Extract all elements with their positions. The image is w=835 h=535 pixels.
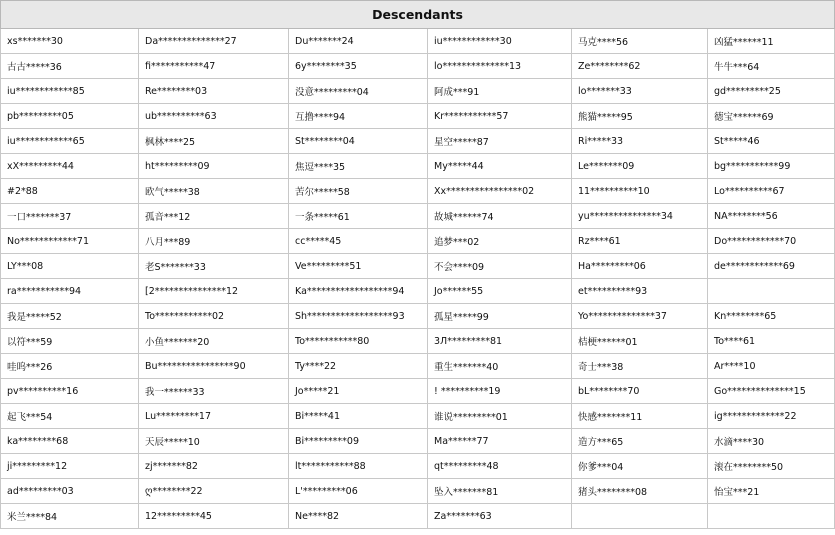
descendant-cell: Le*******09	[572, 154, 708, 179]
descendant-cell: yu***************34	[572, 204, 708, 229]
table-row	[1, 454, 835, 479]
descendant-cell: 熊猫*****95	[572, 104, 708, 129]
table-row	[1, 229, 835, 254]
descendant-cell: ji*********12	[1, 454, 139, 479]
descendant-cell: xs*******30	[1, 29, 139, 54]
descendant-cell: To************02	[139, 304, 289, 329]
descendant-cell: LY***08	[1, 254, 139, 279]
descendant-cell: zj*******82	[139, 454, 289, 479]
descendant-cell: Jo*****21	[289, 379, 428, 404]
descendant-cell	[708, 504, 835, 529]
descendant-cell: 牛牛***64	[708, 54, 835, 79]
descendant-cell: 孤星*****99	[428, 304, 572, 329]
descendant-cell: 快感*******11	[572, 404, 708, 429]
descendant-cell: 重生*******40	[428, 354, 572, 379]
descendant-cell: Go**************15	[708, 379, 835, 404]
descendant-cell: Kr***********57	[428, 104, 572, 129]
descendant-cell: iu************65	[1, 129, 139, 154]
descendant-cell: Kn********65	[708, 304, 835, 329]
descendant-cell: Ze********62	[572, 54, 708, 79]
descendant-cell: et**********93	[572, 279, 708, 304]
descendant-cell: Jo******55	[428, 279, 572, 304]
descendant-cell: 天辰*****10	[139, 429, 289, 454]
descendant-cell: Lo**********67	[708, 179, 835, 204]
descendant-cell: 11**********10	[572, 179, 708, 204]
descendant-cell: 起飞***54	[1, 404, 139, 429]
descendant-cell: 一口*******37	[1, 204, 139, 229]
descendant-cell: 互撸****94	[289, 104, 428, 129]
descendant-cell: 马克****56	[572, 29, 708, 54]
descendant-cell: pv**********16	[1, 379, 139, 404]
descendant-cell: ka********68	[1, 429, 139, 454]
descendant-cell: 猪头********08	[572, 479, 708, 504]
table-row	[1, 29, 835, 54]
descendant-cell: No************71	[1, 229, 139, 254]
descendant-cell: 米兰****84	[1, 504, 139, 529]
descendant-cell: gd*********25	[708, 79, 835, 104]
table-row	[1, 479, 835, 504]
descendant-cell: [2***************12	[139, 279, 289, 304]
descendant-cell: bL********70	[572, 379, 708, 404]
descendant-cell: Yo**************37	[572, 304, 708, 329]
descendant-cell: 一条*****61	[289, 204, 428, 229]
descendant-cell	[708, 279, 835, 304]
descendant-cell: 阿成***91	[428, 79, 572, 104]
descendant-cell: St********04	[289, 129, 428, 154]
descendant-cell: 我一******33	[139, 379, 289, 404]
descendant-cell: ღ********22	[139, 479, 289, 504]
descendant-cell: 德宝******69	[708, 104, 835, 129]
descendant-cell: 故城******74	[428, 204, 572, 229]
table-row	[1, 279, 835, 304]
descendant-cell: iu************85	[1, 79, 139, 104]
descendant-cell: qt*********48	[428, 454, 572, 479]
table-row	[1, 79, 835, 104]
descendant-cell: Bi*****41	[289, 404, 428, 429]
descendant-cell: 焦逗****35	[289, 154, 428, 179]
descendant-cell: Sh******************93	[289, 304, 428, 329]
table-row	[1, 379, 835, 404]
table-row	[1, 354, 835, 379]
descendant-cell: Ha*********06	[572, 254, 708, 279]
descendant-cell: pb*********05	[1, 104, 139, 129]
descendant-cell: Bi*********09	[289, 429, 428, 454]
descendant-cell: 12*********45	[139, 504, 289, 529]
descendant-cell: 3Л*********81	[428, 329, 572, 354]
table-row	[1, 304, 835, 329]
descendant-cell: 奇士***38	[572, 354, 708, 379]
descendant-cell: 枫林****25	[139, 129, 289, 154]
descendant-cell: 孤音***12	[139, 204, 289, 229]
table-row	[1, 504, 835, 529]
descendant-cell: Bu****************90	[139, 354, 289, 379]
descendant-cell: To****61	[708, 329, 835, 354]
table-row	[1, 204, 835, 229]
descendant-cell: ub**********63	[139, 104, 289, 129]
descendant-cell: 坠入*******81	[428, 479, 572, 504]
descendant-cell: My*****44	[428, 154, 572, 179]
descendant-cell: 追梦***02	[428, 229, 572, 254]
descendant-cell: iu************30	[428, 29, 572, 54]
descendant-cell: 欧气*****38	[139, 179, 289, 204]
descendant-cell: 桔梗******01	[572, 329, 708, 354]
descendant-cell: L'*********06	[289, 479, 428, 504]
descendant-cell: 6y********35	[289, 54, 428, 79]
table-row	[1, 179, 835, 204]
descendant-cell: 古古*****36	[1, 54, 139, 79]
descendant-cell: Za*******63	[428, 504, 572, 529]
descendant-cell: St*****46	[708, 129, 835, 154]
table-header-row	[1, 1, 835, 29]
descendant-cell: Re********03	[139, 79, 289, 104]
descendant-cell: 水滴****30	[708, 429, 835, 454]
descendant-cell: 怡宝***21	[708, 479, 835, 504]
descendant-cell: 谁说*********01	[428, 404, 572, 429]
descendant-cell: Da**************27	[139, 29, 289, 54]
descendant-cell: cc*****45	[289, 229, 428, 254]
table-row	[1, 154, 835, 179]
descendant-cell: #2*88	[1, 179, 139, 204]
descendant-cell: 凶猛******11	[708, 29, 835, 54]
table-row	[1, 129, 835, 154]
descendant-cell: Ne****82	[289, 504, 428, 529]
descendant-cell: bg***********99	[708, 154, 835, 179]
descendant-cell: Ma******77	[428, 429, 572, 454]
descendant-cell: Ar****10	[708, 354, 835, 379]
table-row	[1, 54, 835, 79]
table-title: Descendants	[1, 1, 835, 29]
descendant-cell: Ka******************94	[289, 279, 428, 304]
table-row	[1, 404, 835, 429]
table-body	[1, 29, 835, 529]
descendant-cell: 滚在********50	[708, 454, 835, 479]
descendant-cell	[572, 504, 708, 529]
descendant-cell: 造方***65	[572, 429, 708, 454]
descendant-cell: Do************70	[708, 229, 835, 254]
descendant-cell: ig*************22	[708, 404, 835, 429]
descendant-cell: To***********80	[289, 329, 428, 354]
descendant-cell: 不会****09	[428, 254, 572, 279]
descendant-cell: NA********56	[708, 204, 835, 229]
descendant-cell: 没意*********04	[289, 79, 428, 104]
descendant-cell: Lu*********17	[139, 404, 289, 429]
descendant-cell: ht*********09	[139, 154, 289, 179]
descendant-cell: lo**************13	[428, 54, 572, 79]
descendant-cell: 苦尔*****58	[289, 179, 428, 204]
descendant-cell: ! **********19	[428, 379, 572, 404]
descendant-cell: 哇呜***26	[1, 354, 139, 379]
descendant-cell: Rz****61	[572, 229, 708, 254]
table-row	[1, 254, 835, 279]
descendant-cell: 你爹***04	[572, 454, 708, 479]
descendant-cell: lo*******33	[572, 79, 708, 104]
descendant-cell: 老S*******33	[139, 254, 289, 279]
descendant-cell: 星空*****87	[428, 129, 572, 154]
descendant-cell: fi***********47	[139, 54, 289, 79]
descendant-cell: ra***********94	[1, 279, 139, 304]
descendant-cell: 以符***59	[1, 329, 139, 354]
descendant-cell: Du*******24	[289, 29, 428, 54]
descendant-cell: lt***********88	[289, 454, 428, 479]
descendant-cell: 八月***89	[139, 229, 289, 254]
descendant-cell: de************69	[708, 254, 835, 279]
descendant-cell: 小鱼*******20	[139, 329, 289, 354]
table-row	[1, 329, 835, 354]
descendant-cell: Ve*********51	[289, 254, 428, 279]
descendant-cell: Xx****************02	[428, 179, 572, 204]
descendant-cell: Ty****22	[289, 354, 428, 379]
table-row	[1, 429, 835, 454]
table-row	[1, 104, 835, 129]
descendant-cell: 我是*****52	[1, 304, 139, 329]
descendant-cell: ad*********03	[1, 479, 139, 504]
descendant-cell: Ri*****33	[572, 129, 708, 154]
descendant-cell: xX*********44	[1, 154, 139, 179]
